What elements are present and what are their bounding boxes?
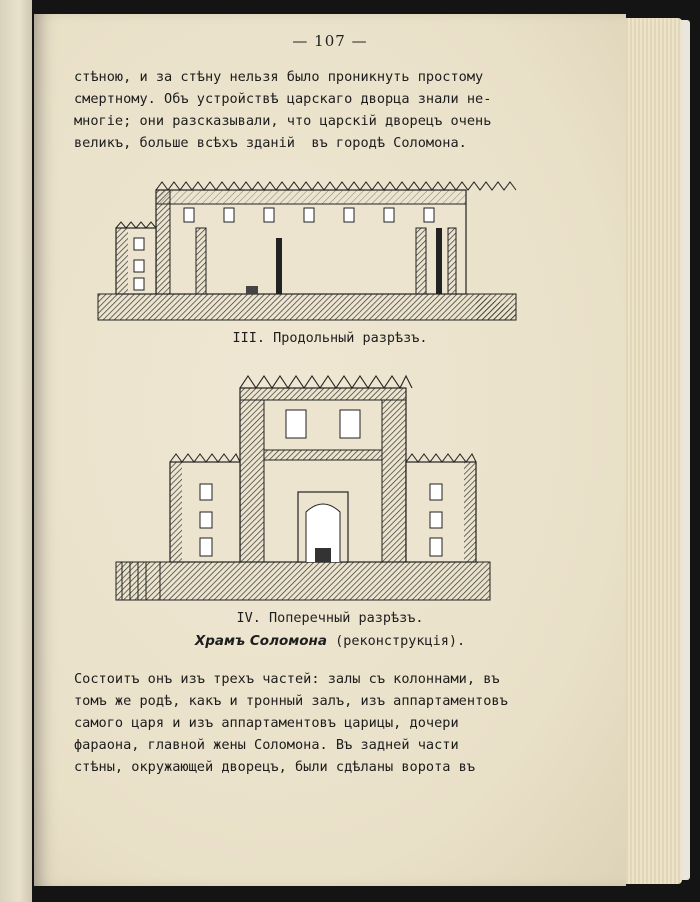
text-line: многiе; они разсказывали, что царскiй дворецъ очень xyxy=(74,113,492,129)
text-line: фараона, главной жены Соломона. Въ задней части xyxy=(74,737,459,753)
figure-4-caption: IV. Поперечный разрѣзъ. xyxy=(236,610,424,626)
page-number: — 107 — xyxy=(292,32,368,50)
figure-title-bold: Храмъ Соломона xyxy=(194,633,327,649)
cross-section-illustration xyxy=(108,366,498,606)
figure-title-caption xyxy=(34,633,626,649)
figure-3-caption: III. Продольный разрѣзъ. xyxy=(232,330,428,346)
figure-title-rest: (реконструкцiя). xyxy=(335,633,466,649)
book-page xyxy=(34,14,626,886)
text-line: Состоитъ онъ изъ трехъ частей: залы съ колоннами, въ xyxy=(74,671,500,687)
paragraph-bottom xyxy=(74,668,584,778)
text-line: великъ, больше всѣхъ зданiй въ городѣ Соломона. xyxy=(74,135,467,151)
previous-page-edge xyxy=(0,0,32,902)
paragraph-top xyxy=(74,66,584,154)
text-line: томъ же родѣ, какъ и тронный залъ, изъ аппартаментовъ xyxy=(74,693,508,709)
text-line: стѣною, и за стѣну нельзя было проникнуть простому xyxy=(74,69,484,85)
text-line: самого царя и изъ аппартаментовъ царицы, дочери xyxy=(74,715,459,731)
text-line: смертному. Объ устройствѣ царскаго дворца знали не- xyxy=(74,91,492,107)
text-line: стѣны, окружающей дворецъ, были сдѣланы ворота въ xyxy=(74,759,476,775)
longitudinal-section-illustration xyxy=(96,168,526,328)
page-stack-edge xyxy=(620,18,682,884)
